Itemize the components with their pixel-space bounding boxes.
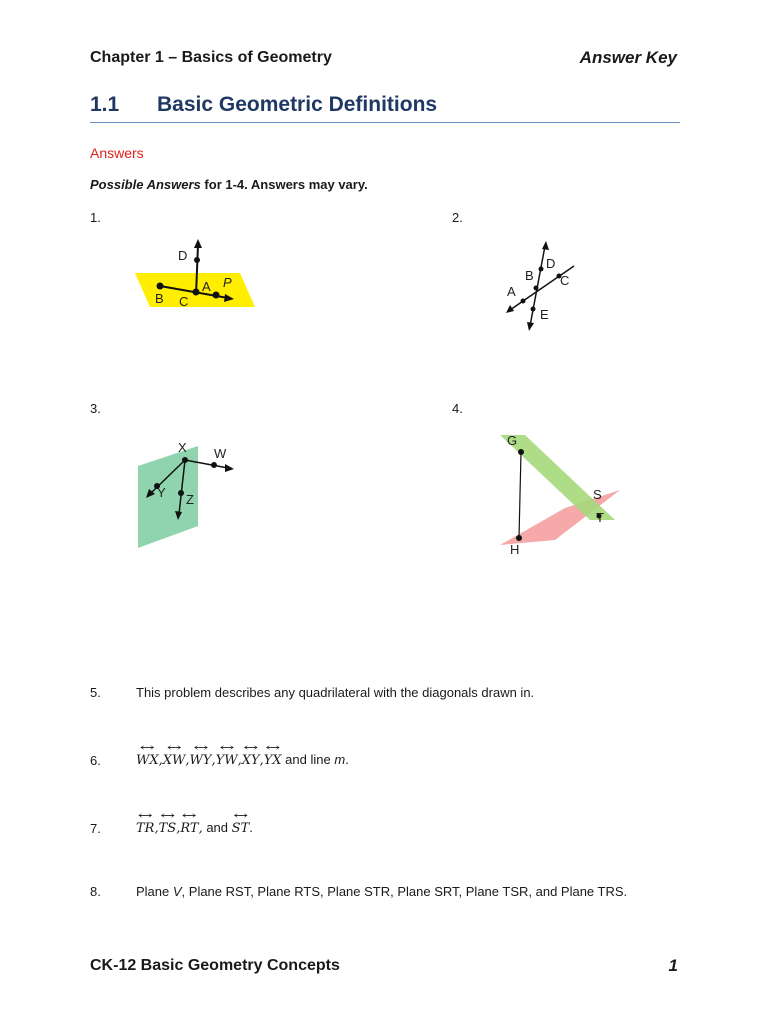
item-2-number: 2. bbox=[452, 210, 463, 225]
label-g: G bbox=[507, 433, 518, 448]
label-b: B bbox=[525, 268, 534, 283]
item-8-prefix: Plane bbox=[136, 884, 170, 899]
label-d: D bbox=[546, 256, 556, 271]
label-h: H bbox=[510, 542, 520, 557]
item-6-var: m bbox=[334, 752, 346, 767]
item-8-var: V bbox=[172, 884, 182, 899]
label-c: C bbox=[560, 273, 570, 288]
label-x: X bbox=[178, 440, 187, 455]
plane-green bbox=[500, 435, 615, 520]
point-b bbox=[534, 286, 539, 291]
line-st: ↔ ST bbox=[232, 821, 250, 836]
item-7-number: 7. bbox=[90, 821, 101, 836]
line-rt: ↔ RT bbox=[180, 821, 198, 836]
item-5-text: This problem describes any quadrilateral with the diagonals drawn in. bbox=[136, 685, 535, 700]
label-e: E bbox=[540, 307, 549, 322]
item-6-number: 6. bbox=[90, 753, 101, 768]
footer-book-title: CK-12 Basic Geometry Concepts bbox=[90, 957, 340, 974]
intro-rest: for 1-4. Answers may vary. bbox=[204, 177, 368, 192]
point-d bbox=[539, 267, 544, 272]
chapter-title: Chapter 1 – Basics of Geometry bbox=[90, 49, 332, 66]
point-h bbox=[516, 535, 522, 541]
line-xw: ↔ XW bbox=[163, 753, 186, 768]
line-tr: ↔ TR bbox=[136, 821, 154, 836]
label-d: D bbox=[178, 248, 188, 263]
point-a bbox=[213, 292, 220, 299]
answers-heading: Answers bbox=[90, 145, 144, 161]
page-number: 1 bbox=[668, 956, 678, 975]
point-g bbox=[518, 449, 524, 455]
ray-d-arrow bbox=[194, 239, 202, 248]
item-6-end: . bbox=[345, 752, 349, 767]
intro-line bbox=[90, 177, 368, 192]
point-z bbox=[178, 490, 184, 496]
line-yw: ↔ YW bbox=[216, 753, 238, 768]
section-number: 1.1 bbox=[90, 93, 120, 116]
figure-3 bbox=[130, 438, 245, 550]
item-8-number: 8. bbox=[90, 884, 101, 899]
line-ts: ↔ TS bbox=[159, 821, 177, 836]
item-5-number: 5. bbox=[90, 685, 101, 700]
point-a bbox=[521, 299, 526, 304]
label-a: A bbox=[507, 284, 516, 299]
line-wx: ↔ WX bbox=[136, 753, 159, 768]
label-y: Y bbox=[157, 485, 166, 500]
ray-xw-arrow bbox=[225, 464, 234, 472]
item-7-and: and bbox=[206, 820, 229, 835]
line-de-arrow-bottom bbox=[527, 322, 534, 331]
section-title: Basic Geometric Definitions bbox=[157, 93, 438, 116]
point-w bbox=[211, 462, 217, 468]
label-a: A bbox=[202, 279, 211, 294]
figure-1 bbox=[130, 235, 260, 315]
item-3-number: 3. bbox=[90, 401, 101, 416]
answer-key-label: Answer Key bbox=[579, 48, 677, 67]
figure-2 bbox=[500, 238, 590, 333]
line-xy: ↔ XY bbox=[242, 753, 260, 768]
point-d bbox=[194, 257, 200, 263]
label-w: W bbox=[214, 446, 227, 461]
item-7-end: . bbox=[249, 820, 253, 835]
point-c bbox=[193, 289, 200, 296]
label-b: B bbox=[155, 291, 164, 306]
item-7-text: ↔ TR,↔ TS,↔ RT, and ↔ ST. bbox=[136, 820, 253, 836]
item-1-number: 1. bbox=[90, 210, 101, 225]
line-de-arrow-top bbox=[542, 241, 549, 250]
label-s: S bbox=[593, 487, 602, 502]
item-8-text bbox=[136, 884, 627, 899]
line-gh bbox=[519, 452, 521, 538]
item-6-text: ↔ WX,↔ XW,↔ WY,↔ YW,↔ XY,↔ YX and line m. bbox=[136, 752, 349, 768]
label-z: Z bbox=[186, 492, 194, 507]
item-6-and-line: and line bbox=[285, 752, 331, 767]
label-p: P bbox=[223, 275, 232, 290]
point-b bbox=[157, 283, 164, 290]
item-8-rest: , Plane RST, Plane RTS, Plane STR, Plane SRT, Plane TSR, and Plane TRS. bbox=[181, 884, 628, 899]
label-t: T bbox=[596, 510, 604, 525]
line-yx: ↔ YX bbox=[264, 753, 282, 768]
line-abc-arrow bbox=[506, 305, 514, 313]
item-4-number: 4. bbox=[452, 401, 463, 416]
label-c: C bbox=[179, 294, 189, 309]
figure-4 bbox=[495, 430, 625, 560]
title-rule bbox=[90, 122, 680, 123]
intro-italic: Possible Answers bbox=[90, 177, 201, 192]
point-e bbox=[531, 307, 536, 312]
line-wy: ↔ WY bbox=[190, 753, 212, 768]
point-x bbox=[182, 457, 188, 463]
